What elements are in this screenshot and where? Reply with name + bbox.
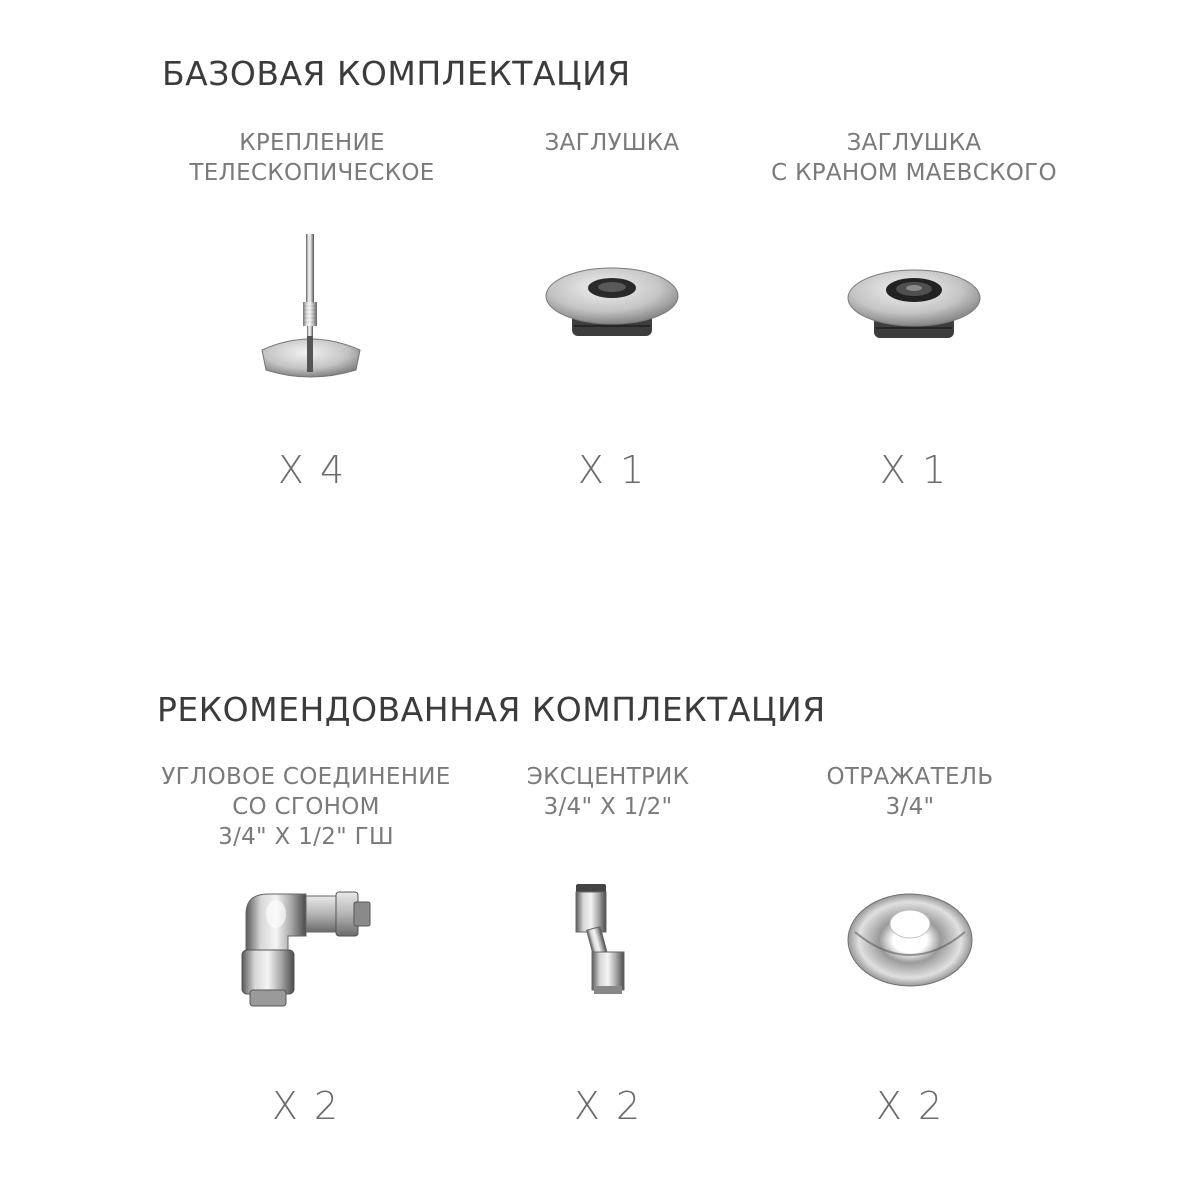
item-reflector (745, 762, 1075, 1142)
item-plug (447, 128, 777, 498)
eccentric-icon (568, 880, 648, 1000)
item-quantity: X 2 (573, 1084, 643, 1128)
item-quantity: X 2 (271, 1084, 341, 1128)
item-label: ЗАГЛУШКА С КРАНОМ МАЕВСКОГО (771, 130, 1057, 186)
item-quantity: X 2 (875, 1084, 945, 1128)
item-telescopic-mount (147, 128, 477, 498)
item-plug-with-valve (749, 128, 1079, 498)
item-label: ЭКСЦЕНТРИК 3/4" X 1/2" (526, 764, 690, 820)
section-title-recommended: РЕКОМЕНДОВАННАЯ КОМПЛЕКТАЦИЯ (157, 690, 826, 729)
item-quantity: X 4 (277, 448, 347, 492)
item-label: ЗАГЛУШКА (544, 130, 680, 156)
plug-with-valve-icon (844, 260, 984, 360)
item-quantity: X 1 (577, 448, 647, 492)
item-angle-connector (141, 762, 471, 1142)
telescopic-mount-icon (252, 232, 372, 382)
item-label: ОТРАЖАТЕЛЬ 3/4" (826, 764, 994, 820)
item-label: УГЛОВОЕ СОЕДИНЕНИЕ СО СГОНОМ 3/4" X 1/2" ГШ (161, 764, 451, 850)
section-title-basic: БАЗОВАЯ КОМПЛЕКТАЦИЯ (162, 54, 631, 93)
angle-connector-icon (236, 874, 376, 1014)
plug-icon (542, 258, 682, 358)
item-label: КРЕПЛЕНИЕ ТЕЛЕСКОПИЧЕСКОЕ (189, 130, 435, 186)
item-quantity: X 1 (879, 448, 949, 492)
item-eccentric (443, 762, 773, 1142)
reflector-icon (845, 882, 975, 992)
